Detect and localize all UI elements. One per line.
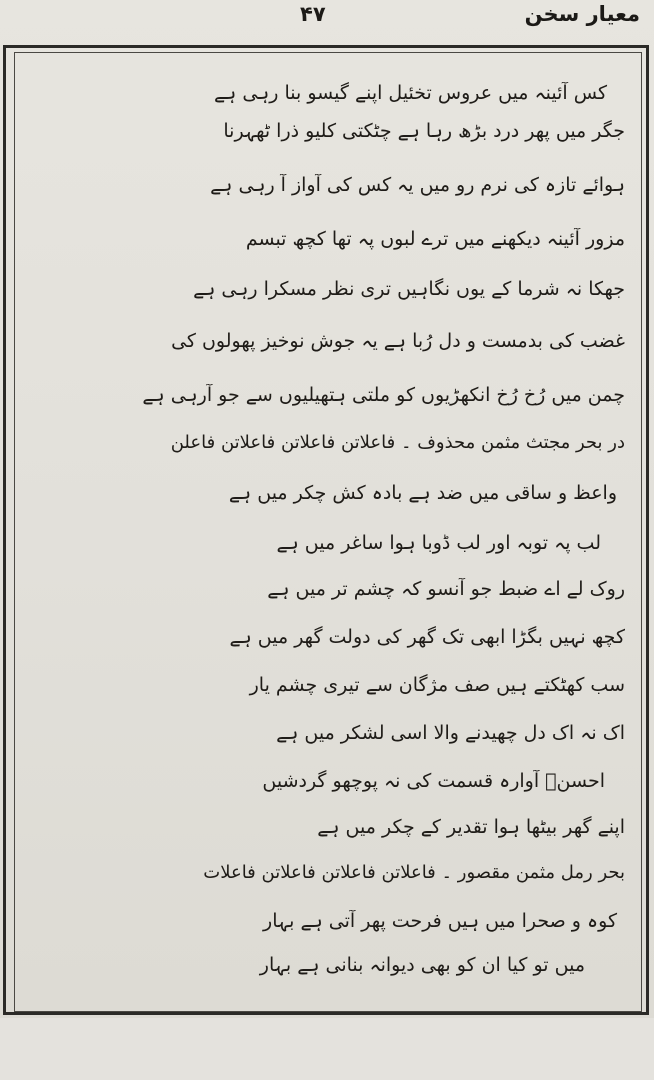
verse-line: احسنؔ آوارہ قسمت کی نہ پوچھو گردشیں <box>262 770 605 792</box>
verse-line: اک نہ اک دل چھیدنے والا اسی لشکر میں ہے <box>276 722 625 744</box>
page-number: ۴۷ <box>300 2 326 26</box>
verse-line: کس آئینہ میں عروسِ تخئیل اپنے گیسو بنا رہی ہے <box>214 82 607 104</box>
verse-line: جگر میں پھر درد بڑھ رہا ہے چٹکتی کلیو ذرا ٹھہرنا <box>223 120 625 142</box>
verse-line: میں تو کیا ان کو بھی دیوانہ بنانی ہے بہار <box>259 954 585 976</box>
verse-line: چمن میں رُخ رُخ انکھڑیوں کو ملتی ہتھیلیوں سے جو آرہی ہے <box>142 384 625 406</box>
verse-line: جھکا نہ شرما کے یوں نگاہیں تری نظر مسکرا رہی ہے <box>193 278 625 300</box>
verse-line: روک لے اے ضبط جو آنسو کہ چشم تر میں ہے <box>267 578 625 600</box>
verse-line: غضب کی بدمست و دل رُبا ہے یہ جوشِ نوخیز پھولوں کی <box>171 330 625 352</box>
verse-line: سب کھٹکتے ہیں صف مژگان سے تیری چشم یار <box>249 674 625 696</box>
verse-line: اپنے گھر بیٹھا ہوا تقدیر کے چکر میں ہے <box>317 816 625 838</box>
running-title: معیار سخن <box>524 2 640 26</box>
meter-heading: در بحر مجتث مثمن محذوف ۔ فاعلاتن فاعلاتن فاعلاتن فاعلن <box>170 432 625 453</box>
meter-heading: بحرِ رمل مثمن مقصور ۔ فاعلاتن فاعلاتن فاعلاتن فاعلات <box>203 862 625 883</box>
verse-line: ہوائے تازہ کی نرم رو میں یہ کس کی آواز آ رہی ہے <box>210 174 625 196</box>
verse-line: کچھ نہیں بگڑا ابھی تک گھر کی دولت گھر میں ہے <box>229 626 625 648</box>
verse-line: لب پہ توبہ اور لب ڈوبا ہوا ساغر میں ہے <box>276 532 601 554</box>
page-header <box>0 0 654 40</box>
verse-line: واعظ و ساقی میں ضد ہے بادہ کش چکر میں ہے <box>228 482 617 504</box>
verse-line: کوہ و صحرا میں ہیں فرحت پھر آتی ہے بہار <box>263 910 617 932</box>
verse-line: مزور آئینہ دیکھنے میں ترے لبوں پہ تھا کچھ تبسم <box>245 228 625 250</box>
page-margin-bottom <box>0 1018 654 1080</box>
